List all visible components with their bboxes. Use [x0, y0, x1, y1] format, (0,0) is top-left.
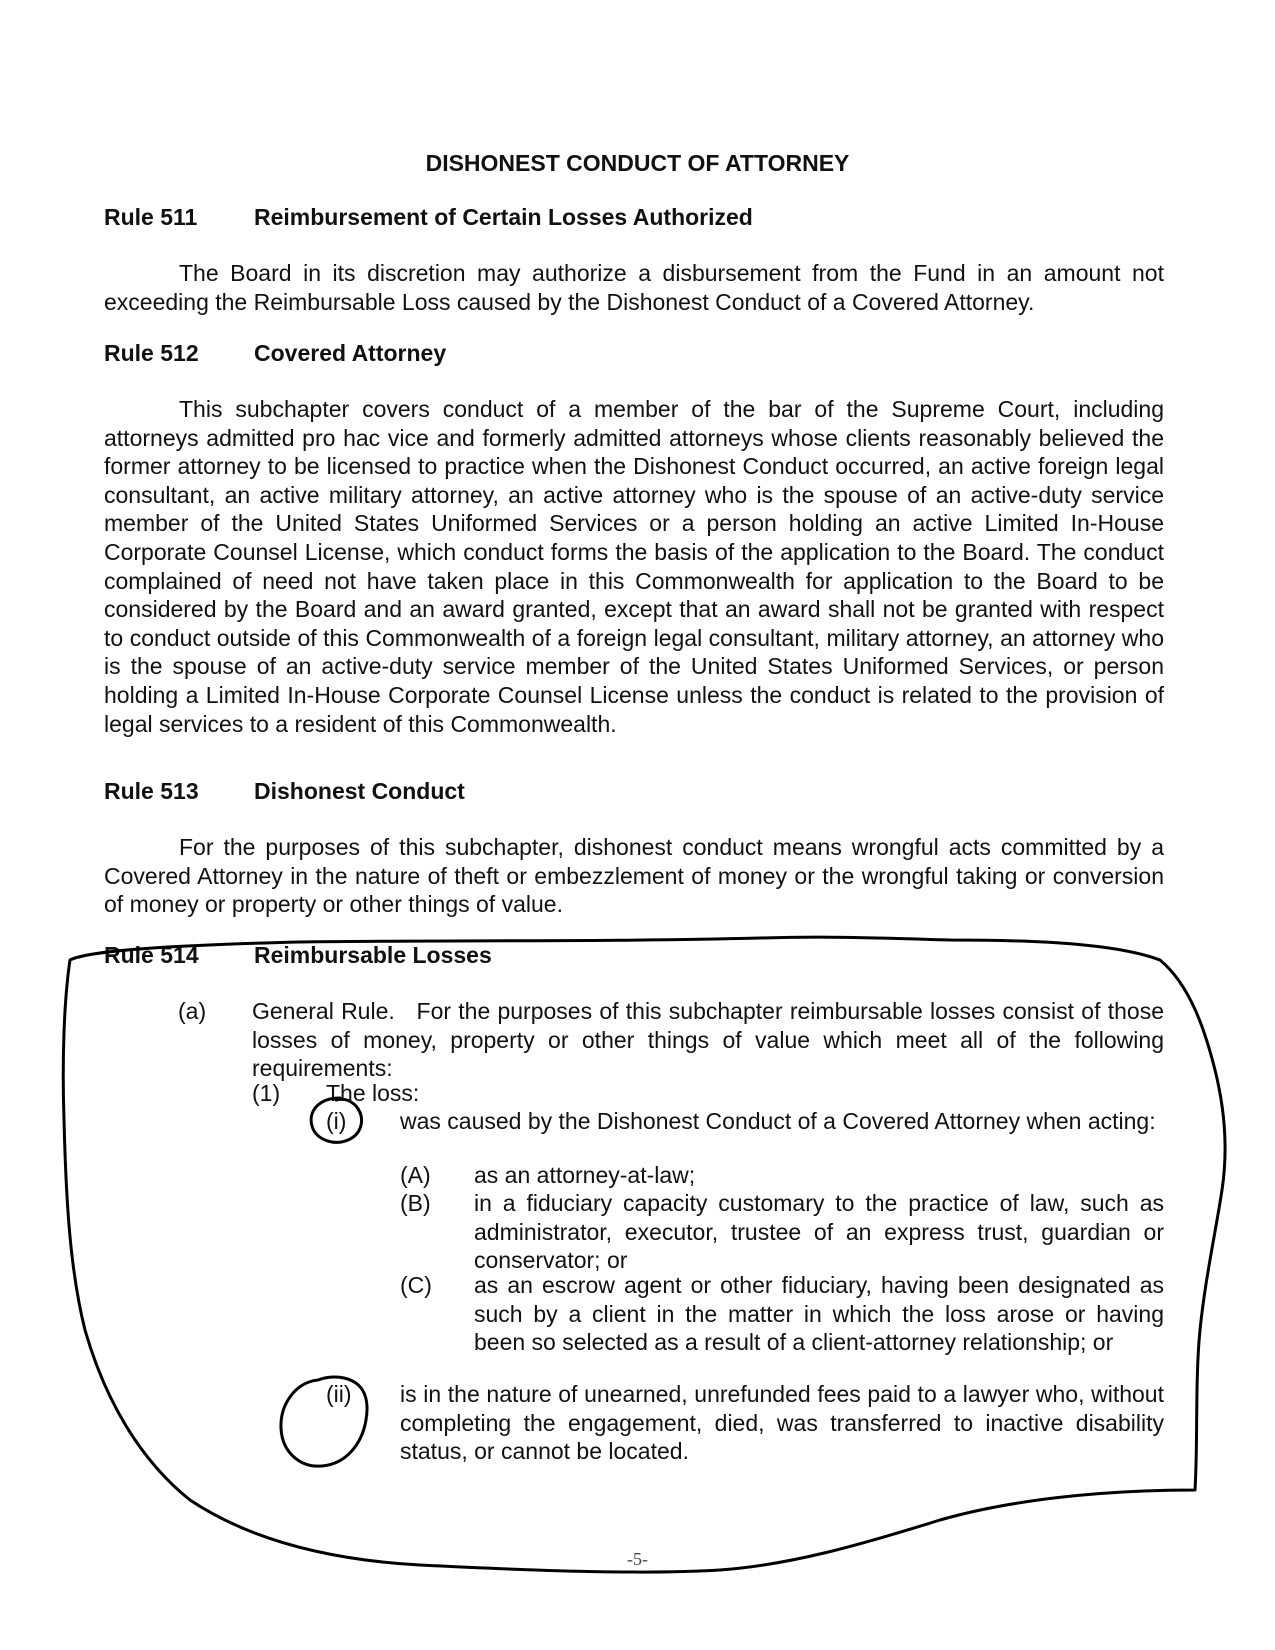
- item-C-text: as an escrow agent or other fiduciary, having been designated as such by a client in the matter in which the loss arose or having been so selected as a result of a client-attorney relationship; or: [474, 1272, 1164, 1356]
- paragraph-1-text: The loss:: [326, 1080, 420, 1106]
- item-C-label: (C): [400, 1272, 432, 1298]
- subsection-a-title: General Rule.: [252, 998, 395, 1024]
- rule-title: Reimbursement of Certain Losses Authorized: [254, 204, 753, 230]
- rule-512-heading: [104, 340, 446, 367]
- rule-number: Rule 513: [104, 778, 199, 804]
- item-B-text: in a fiduciary capacity customary to the practice of law, such as administrator, executor, trustee of an express trust, guardian or conservator; or: [474, 1190, 1164, 1274]
- paragraph-1-label: (1): [252, 1080, 281, 1106]
- rule-number: Rule 512: [104, 340, 199, 366]
- rule-511-heading: [104, 204, 753, 231]
- rule-number: Rule 511: [104, 204, 198, 230]
- rule-514-heading: [104, 942, 492, 969]
- rule-title: Dishonest Conduct: [254, 778, 465, 804]
- rule-512-text: This subchapter covers conduct of a member of the bar of the Supreme Court, including attorneys admitted pro hac vice and formerly admitted attorneys whose clients reasonably believed the former attorney to be licensed to practice when the Dishonest Conduct occurred, an active foreign legal consultant, an active military attorney, an active attorney who is the spouse of an active-duty service member of the United States Uniformed Services or a person holding an active Limited In-House Corporate Counsel License, which conduct forms the basis of the application to the Board. The conduct complained of need not have taken place in this Commonwealth for application to the Board to be considered by the Board and an award granted, except that an award shall not be granted with respect to conduct outside of this Commonwealth of a foreign legal consultant, military attorney, an attorney who is the spouse of an active-duty service member of the United States Uniformed Services, or person holding a Limited In-House Corporate Counsel License unless the conduct is related to the provision of legal services to a resident of this Commonwealth.: [104, 396, 1164, 737]
- item-i-text: was caused by the Dishonest Conduct of a Covered Attorney when acting:: [400, 1108, 1156, 1134]
- item-A-label: (A): [400, 1162, 431, 1188]
- rule-title: Covered Attorney: [254, 340, 447, 366]
- page-title: DISHONEST CONDUCT OF ATTORNEY: [425, 150, 850, 176]
- item-A-text: as an attorney-at-law;: [474, 1162, 696, 1188]
- item-i-label: (i): [326, 1108, 347, 1134]
- subsection-a-label: (a): [178, 998, 207, 1024]
- rule-511-text: The Board in its discretion may authorize a disbursement from the Fund in an amount not exceeding the Reimbursable Loss caused by the Dishonest Conduct of a Covered Attorney.: [104, 260, 1164, 315]
- item-ii-text: is in the nature of unearned, unrefunded fees paid to a lawyer who, without completing the engagement, died, was transferred to inactive disability status, or cannot be located.: [400, 1381, 1164, 1465]
- rule-number: Rule 514: [104, 942, 199, 968]
- item-B-label: (B): [400, 1190, 431, 1216]
- page-number: -5-: [627, 1549, 648, 1569]
- rule-513-heading: [104, 778, 465, 805]
- circle-mark-ii: [281, 1377, 367, 1466]
- rule-513-text: For the purposes of this subchapter, dishonest conduct means wrongful acts committed by a Covered Attorney in the nature of theft or embezzlement of money or the wrongful taking or conversion of money or property or other things of value.: [104, 834, 1164, 918]
- rule-title: Reimbursable Losses: [254, 942, 492, 968]
- item-ii-label: (ii): [326, 1381, 352, 1407]
- subsection-a-text: General Rule. For the purposes of this subchapter reimbursable losses consist of those losses of money, property or other things of value which meet all of the following requirements:: [252, 998, 1164, 1082]
